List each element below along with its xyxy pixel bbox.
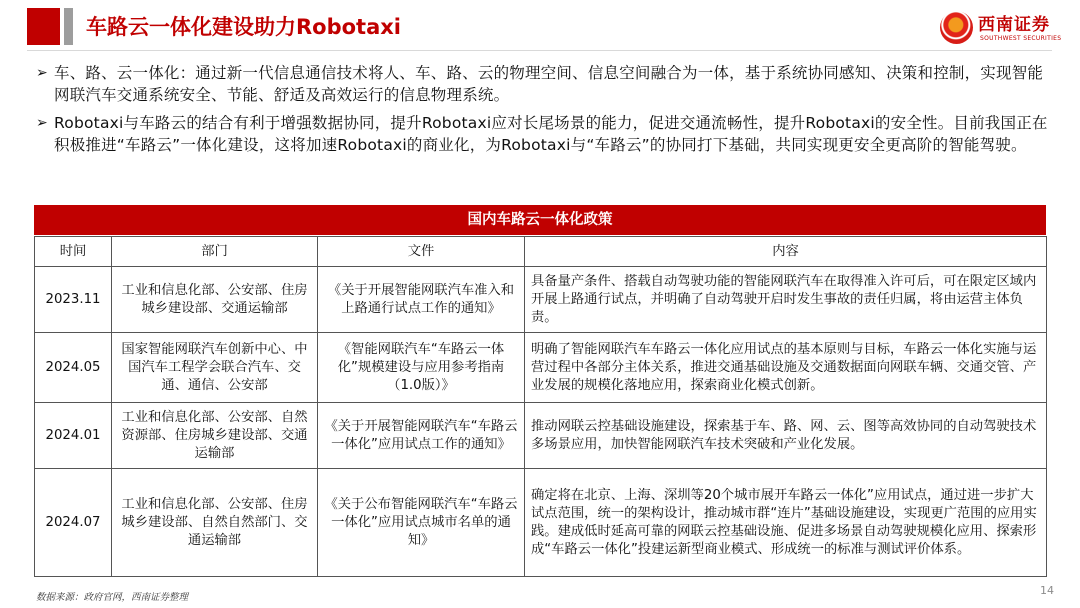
header-time: 时间 — [35, 237, 112, 267]
cell-content: 推动网联云控基础设施建设，探索基于车、路、网、云、图等高效协同的自动驾驶技术多场景应用，加快智能网联汽车技术突破和产业化发展。 — [525, 403, 1047, 469]
table-row — [35, 469, 1047, 577]
cell-doc: 《关于开展智能网联汽车“车路云一体化”应用试点工作的通知》 — [318, 403, 525, 469]
cell-dept: 国家智能网联汽车创新中心、中国汽车工程学会联合汽车、交通、通信、公安部 — [112, 333, 318, 403]
header-grey-block — [64, 8, 73, 45]
bullet-list — [36, 62, 1051, 162]
bullet-item — [36, 112, 1051, 156]
logo-emblem-icon — [940, 11, 973, 44]
page-number: 14 — [1040, 584, 1054, 597]
cell-time: 2024.01 — [35, 403, 112, 469]
cell-time: 2024.07 — [35, 469, 112, 577]
page-title: 车路云一体化建设助力Robotaxi — [86, 15, 402, 39]
table-row — [35, 333, 1047, 403]
cell-dept: 工业和信息化部、公安部、自然资源部、住房城乡建设部、交通运输部 — [112, 403, 318, 469]
cell-dept: 工业和信息化部、公安部、住房城乡建设部、交通运输部 — [112, 267, 318, 333]
cell-time: 2024.05 — [35, 333, 112, 403]
header-content: 内容 — [525, 237, 1047, 267]
logo-name-cn: 西南证券 — [978, 15, 1050, 35]
cell-dept: 工业和信息化部、公安部、住房城乡建设部、自然自然部门、交通运输部 — [112, 469, 318, 577]
table-title: 国内车路云一体化政策 — [34, 205, 1046, 235]
cell-doc: 《关于开展智能网联汽车准入和上路通行试点工作的通知》 — [318, 267, 525, 333]
cell-content: 明确了智能网联汽车车路云一体化应用试点的基本原则与目标，车路云一体化实施与运营过程中各部分主体关系，推进交通基础设施及交通数据面向网联车辆、交通交管、产业发展的规模化落地应用，探索商业化模式创新。 — [525, 333, 1047, 403]
table-row — [35, 267, 1047, 333]
table-header-row — [35, 237, 1047, 267]
bullet-text: Robotaxi与车路云的结合有利于增强数据协同，提升Robotaxi应对长尾场景的能力，促进交通流畅性，提升Robotaxi的安全性。目前我国正在积极推进“车路云”一体化建设，这将加速Robotaxi的商业化，为Robotaxi与“车路云”的协同打下基础，共同实现更安全更高阶的智能驾驶。 — [54, 114, 1048, 154]
bullet-text: 车、路、云一体化：通过新一代信息通信技术将人、车、路、云的物理空间、信息空间融合为一体，基于系统协同感知、决策和控制，实现智能网联汽车交通系统安全、节能、舒适及高效运行的信息物理系统。 — [54, 64, 1044, 104]
cell-doc: 《关于公布智能网联汽车“车路云一体化”应用试点城市名单的通知》 — [318, 469, 525, 577]
arrow-bullet-icon: ➢ — [36, 115, 48, 131]
cell-content: 确定将在北京、上海、深圳等20个城市展开车路云一体化”应用试点，通过进一步扩大试点范围，统一的架构设计，推动城市群“连片”基础设施建设，实现更广范围的应用实践。建成低时延高可靠的网联云控基础设施、促进多场景自动驾驶规模化应用、探索形成“车路云一体化”投建运新型商业模式、形成统一的标准与测试评价体系。 — [525, 469, 1047, 577]
table-row — [35, 403, 1047, 469]
header-doc: 文件 — [318, 237, 525, 267]
cell-time: 2023.11 — [35, 267, 112, 333]
data-source-note: 数据来源：政府官网，西南证券整理 — [36, 592, 189, 603]
policy-table — [34, 236, 1047, 577]
cell-content: 具备量产条件、搭载自动驾驶功能的智能网联汽车在取得准入许可后，可在限定区域内开展上路通行试点，并明确了自动驾驶开启时发生事故的责任归属，将由运营主体负责。 — [525, 267, 1047, 333]
logo-name-en: SOUTHWEST SECURITIES — [980, 35, 1062, 42]
header-divider — [27, 50, 1052, 51]
bullet-item — [36, 62, 1051, 106]
arrow-bullet-icon: ➢ — [36, 65, 48, 81]
cell-doc: 《智能网联汽车“车路云一体化”规模建设与应用参考指南（1.0版）》 — [318, 333, 525, 403]
header-dept: 部门 — [112, 237, 318, 267]
header-red-block — [27, 8, 60, 45]
company-logo — [940, 9, 1062, 49]
